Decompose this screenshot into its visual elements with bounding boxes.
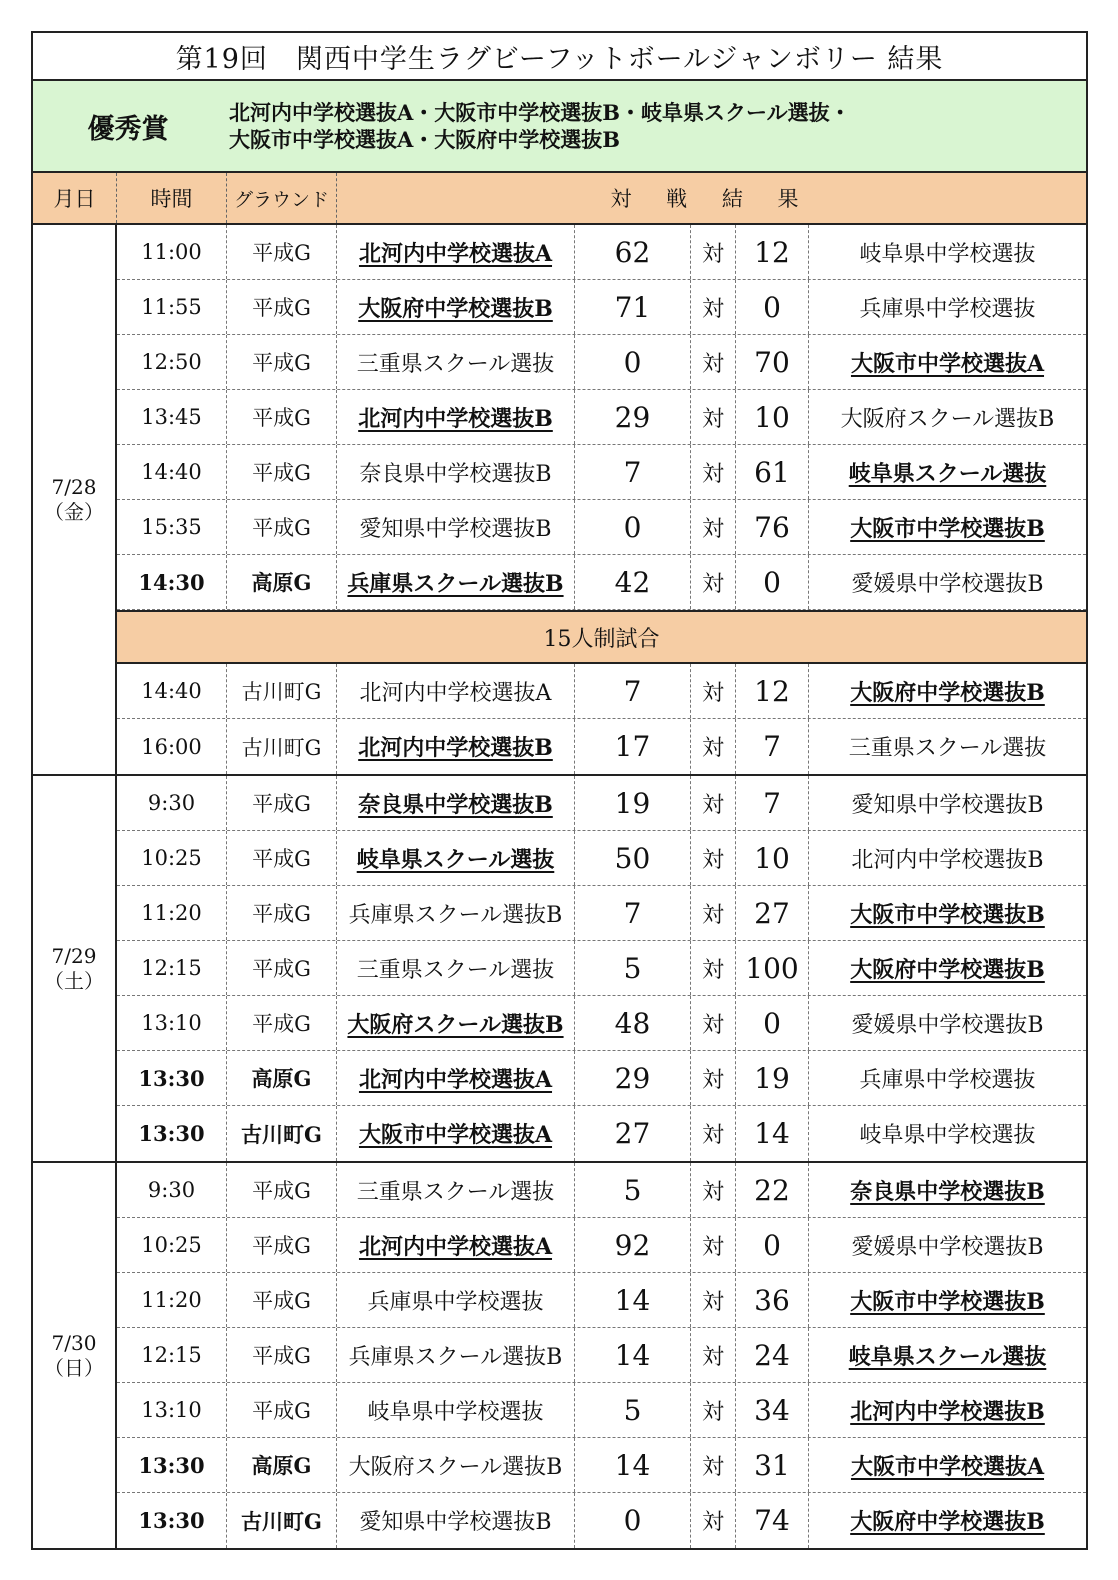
match-row [117, 335, 1086, 390]
match-time: 12:15 [117, 1328, 227, 1382]
match-time: 13:30 [117, 1051, 227, 1105]
away-score: 31 [736, 1438, 809, 1492]
match-ground: 平成G [227, 1163, 337, 1217]
match-row [117, 445, 1086, 500]
match-time: 13:10 [117, 1383, 227, 1437]
match-ground: 平成G [227, 1273, 337, 1327]
match-ground: 古川町G [227, 1493, 337, 1548]
day-weekday: （日） [44, 1355, 104, 1380]
match-time: 13:45 [117, 390, 227, 444]
home-team-cell [337, 555, 575, 609]
home-score: 29 [575, 1051, 691, 1105]
vs-label: 対 [691, 225, 736, 279]
away-score: 61 [736, 445, 809, 499]
day-date: 7/28 [51, 474, 97, 499]
home-team-cell [337, 225, 575, 279]
away-score: 10 [736, 390, 809, 444]
away-team-name: 岐阜県中学校選抜 [859, 241, 1036, 267]
away-team-name: 奈良県中学校選抜B [850, 1178, 1045, 1205]
away-team-cell [809, 500, 1086, 554]
match-ground: 平成G [227, 831, 337, 885]
away-score: 7 [736, 719, 809, 774]
away-team-name: 大阪府スクール選抜B [840, 406, 1055, 432]
match-row [117, 1218, 1086, 1273]
match-ground: 平成G [227, 1218, 337, 1272]
match-time: 13:10 [117, 996, 227, 1050]
home-score: 92 [575, 1218, 691, 1272]
match-ground: 平成G [227, 1328, 337, 1382]
match-time: 11:55 [117, 280, 227, 334]
away-team-cell [809, 1106, 1086, 1161]
match-ground: 古川町G [227, 1106, 337, 1161]
vs-label: 対 [691, 941, 736, 995]
home-team-cell [337, 1106, 575, 1161]
match-time: 11:20 [117, 1273, 227, 1327]
home-team-name: 北河内中学校選抜B [358, 405, 553, 432]
away-score: 24 [736, 1328, 809, 1382]
home-team-name: 兵庫県スクール選抜B [348, 902, 563, 928]
away-team-name: 岐阜県中学校選抜 [859, 1123, 1036, 1148]
home-team-name: 北河内中学校選抜A [359, 680, 552, 706]
day-matches [117, 225, 1086, 774]
day-block [33, 776, 1086, 1163]
away-team-cell [809, 996, 1086, 1050]
vs-label: 対 [691, 1438, 736, 1492]
home-score: 0 [575, 500, 691, 554]
away-team-cell [809, 719, 1086, 774]
away-team-name: 愛知県中学校選抜B [851, 792, 1044, 818]
home-team-cell [337, 719, 575, 774]
match-ground: 古川町G [227, 719, 337, 774]
home-team-cell [337, 1438, 575, 1492]
match-time: 13:30 [117, 1493, 227, 1548]
match-ground: 平成G [227, 941, 337, 995]
home-score: 62 [575, 225, 691, 279]
match-time: 15:35 [117, 500, 227, 554]
match-row [117, 225, 1086, 280]
home-score: 17 [575, 719, 691, 774]
away-score: 100 [736, 941, 809, 995]
match-time: 9:30 [117, 1163, 227, 1217]
home-team-cell [337, 996, 575, 1050]
away-team-cell [809, 664, 1086, 718]
home-team-cell [337, 1273, 575, 1327]
away-team-name: 北河内中学校選抜B [850, 1398, 1045, 1425]
results-body [33, 225, 1086, 1548]
day-date: 7/29 [51, 943, 97, 968]
match-ground: 平成G [227, 280, 337, 334]
match-row [117, 719, 1086, 774]
header-ground: グラウンド [227, 173, 337, 223]
home-team-cell [337, 831, 575, 885]
away-team-name: 兵庫県中学校選抜 [859, 1067, 1036, 1093]
home-team-name: 奈良県中学校選抜B [358, 791, 553, 818]
day-date-cell [33, 225, 117, 774]
away-score: 19 [736, 1051, 809, 1105]
results-sheet [31, 31, 1088, 1550]
vs-label: 対 [691, 1218, 736, 1272]
match-ground: 高原G [227, 1438, 337, 1492]
away-score: 34 [736, 1383, 809, 1437]
day-weekday: （土） [44, 968, 104, 993]
home-team-name: 大阪府スクール選抜B [347, 1011, 564, 1038]
match-ground: 平成G [227, 500, 337, 554]
match-ground: 平成G [227, 390, 337, 444]
match-time: 12:50 [117, 335, 227, 389]
match-row [117, 941, 1086, 996]
away-team-name: 大阪市中学校選抜B [850, 1288, 1045, 1315]
match-row [117, 1051, 1086, 1106]
home-score: 29 [575, 390, 691, 444]
away-team-name: 大阪府中学校選抜B [850, 1509, 1045, 1535]
home-team-cell [337, 1328, 575, 1382]
table-header [33, 173, 1086, 225]
award-row [33, 81, 1086, 173]
home-team-cell [337, 1218, 575, 1272]
vs-label: 対 [691, 664, 736, 718]
home-team-name: 三重県スクール選抜 [356, 1179, 555, 1205]
vs-label: 対 [691, 335, 736, 389]
match-row [117, 1106, 1086, 1161]
away-score: 10 [736, 831, 809, 885]
vs-label: 対 [691, 1273, 736, 1327]
header-date: 月日 [33, 173, 117, 223]
home-score: 7 [575, 886, 691, 940]
home-team-name: 愛知県中学校選抜B [359, 516, 552, 542]
match-ground: 平成G [227, 886, 337, 940]
home-team-name: 三重県スクール選抜 [356, 957, 555, 983]
match-time: 11:20 [117, 886, 227, 940]
match-row [117, 1328, 1086, 1383]
away-team-cell [809, 445, 1086, 499]
vs-label: 対 [691, 1163, 736, 1217]
away-score: 0 [736, 1218, 809, 1272]
match-time: 11:00 [117, 225, 227, 279]
match-row [117, 1493, 1086, 1548]
match-time: 9:30 [117, 776, 227, 830]
match-time: 10:25 [117, 831, 227, 885]
home-score: 27 [575, 1106, 691, 1161]
header-time: 時間 [117, 173, 227, 223]
home-score: 5 [575, 1163, 691, 1217]
home-team-name: 北河内中学校選抜B [358, 735, 553, 761]
home-score: 14 [575, 1328, 691, 1382]
away-team-cell [809, 941, 1086, 995]
home-team-cell [337, 664, 575, 718]
match-time: 16:00 [117, 719, 227, 774]
away-team-name: 北河内中学校選抜B [851, 847, 1044, 873]
home-score: 7 [575, 445, 691, 499]
away-team-name: 岐阜県スクール選抜 [848, 1343, 1047, 1370]
vs-label: 対 [691, 1493, 736, 1548]
home-team-name: 兵庫県中学校選抜 [367, 1289, 544, 1315]
away-score: 0 [736, 996, 809, 1050]
home-team-cell [337, 886, 575, 940]
away-team-cell [809, 225, 1086, 279]
away-team-name: 大阪府中学校選抜B [850, 679, 1045, 706]
away-team-cell [809, 390, 1086, 444]
match-ground: 平成G [227, 335, 337, 389]
match-row [117, 1273, 1086, 1328]
home-score: 71 [575, 280, 691, 334]
day-weekday: （金） [44, 499, 104, 524]
home-team-cell [337, 500, 575, 554]
home-team-cell [337, 280, 575, 334]
vs-label: 対 [691, 831, 736, 885]
home-team-name: 愛知県中学校選抜B [359, 1510, 552, 1535]
match-row [117, 886, 1086, 941]
away-team-name: 大阪市中学校選抜B [850, 901, 1045, 928]
vs-label: 対 [691, 445, 736, 499]
away-team-cell [809, 555, 1086, 609]
away-team-cell [809, 1383, 1086, 1437]
match-time: 12:15 [117, 941, 227, 995]
match-row [117, 664, 1086, 719]
vs-label: 対 [691, 719, 736, 774]
home-team-cell [337, 335, 575, 389]
day-date-cell [33, 776, 117, 1161]
match-ground: 平成G [227, 225, 337, 279]
away-score: 36 [736, 1273, 809, 1327]
vs-label: 対 [691, 1328, 736, 1382]
match-row [117, 555, 1086, 610]
home-team-name: 北河内中学校選抜A [358, 240, 553, 267]
fifteen-a-side-header: 15人制試合 [117, 610, 1086, 664]
home-score: 42 [575, 555, 691, 609]
match-row [117, 500, 1086, 555]
document-title: 第19回 関西中学生ラグビーフットボールジャンボリー 結果 [33, 33, 1086, 81]
day-date: 7/30 [51, 1330, 97, 1355]
home-team-name: 岐阜県中学校選抜 [367, 1399, 544, 1425]
home-team-cell [337, 1163, 575, 1217]
vs-label: 対 [691, 555, 736, 609]
away-team-cell [809, 335, 1086, 389]
home-team-cell [337, 1383, 575, 1437]
home-score: 7 [575, 664, 691, 718]
home-team-name: 兵庫県スクール選抜B [347, 570, 564, 597]
match-time: 10:25 [117, 1218, 227, 1272]
vs-label: 対 [691, 776, 736, 830]
away-score: 0 [736, 555, 809, 609]
home-team-name: 北河内中学校選抜A [358, 1066, 553, 1093]
vs-label: 対 [691, 500, 736, 554]
vs-label: 対 [691, 1106, 736, 1161]
away-team-cell [809, 886, 1086, 940]
match-row [117, 1163, 1086, 1218]
away-score: 14 [736, 1106, 809, 1161]
day-block [33, 225, 1086, 776]
away-score: 7 [736, 776, 809, 830]
vs-label: 対 [691, 390, 736, 444]
vs-label: 対 [691, 1051, 736, 1105]
away-score: 76 [736, 500, 809, 554]
away-score: 22 [736, 1163, 809, 1217]
home-score: 48 [575, 996, 691, 1050]
away-team-cell [809, 1163, 1086, 1217]
match-row [117, 996, 1086, 1051]
away-score: 74 [736, 1493, 809, 1548]
home-score: 50 [575, 831, 691, 885]
away-score: 12 [736, 664, 809, 718]
vs-label: 対 [691, 1383, 736, 1437]
home-team-name: 奈良県中学校選抜B [359, 461, 552, 487]
award-label: 優秀賞 [87, 113, 169, 145]
away-team-cell [809, 280, 1086, 334]
home-score: 19 [575, 776, 691, 830]
match-time: 14:40 [117, 664, 227, 718]
match-time: 14:30 [117, 555, 227, 609]
away-team-cell [809, 1493, 1086, 1548]
away-team-cell [809, 1438, 1086, 1492]
home-score: 5 [575, 941, 691, 995]
match-time: 13:30 [117, 1106, 227, 1161]
away-score: 27 [736, 886, 809, 940]
vs-label: 対 [691, 996, 736, 1050]
home-team-name: 大阪府中学校選抜B [358, 295, 553, 322]
match-ground: 古川町G [227, 664, 337, 718]
home-team-name: 大阪市中学校選抜A [358, 1122, 553, 1148]
away-team-cell [809, 1328, 1086, 1382]
day-matches [117, 1163, 1086, 1548]
away-team-cell [809, 776, 1086, 830]
match-time: 13:30 [117, 1438, 227, 1492]
home-team-name: 北河内中学校選抜A [358, 1233, 553, 1260]
away-team-name: 愛媛県中学校選抜B [851, 1234, 1044, 1260]
away-team-name: 大阪市中学校選抜A [850, 1453, 1045, 1480]
match-ground: 高原G [227, 555, 337, 609]
home-team-name: 大阪府スクール選抜B [348, 1454, 563, 1480]
home-score: 14 [575, 1273, 691, 1327]
home-team-cell [337, 1493, 575, 1548]
match-row [117, 776, 1086, 831]
home-team-cell [337, 776, 575, 830]
away-team-name: 兵庫県中学校選抜 [859, 296, 1036, 322]
match-ground: 平成G [227, 1383, 337, 1437]
home-score: 5 [575, 1383, 691, 1437]
match-ground: 平成G [227, 445, 337, 499]
home-team-name: 三重県スクール選抜 [356, 351, 555, 377]
home-team-name: 兵庫県スクール選抜B [348, 1344, 563, 1370]
away-team-cell [809, 831, 1086, 885]
away-team-name: 大阪市中学校選抜B [850, 515, 1045, 542]
vs-label: 対 [691, 886, 736, 940]
match-row [117, 1383, 1086, 1438]
day-matches [117, 776, 1086, 1161]
vs-label: 対 [691, 280, 736, 334]
match-ground: 高原G [227, 1051, 337, 1105]
match-ground: 平成G [227, 996, 337, 1050]
home-score: 14 [575, 1438, 691, 1492]
day-date-cell [33, 1163, 117, 1548]
match-row [117, 831, 1086, 886]
match-row [117, 280, 1086, 335]
away-score: 0 [736, 280, 809, 334]
home-team-cell [337, 390, 575, 444]
day-block [33, 1163, 1086, 1548]
award-teams [223, 81, 1086, 171]
match-row [117, 390, 1086, 445]
away-team-name: 岐阜県スクール選抜 [848, 460, 1047, 487]
award-teams-line-1: 北河内中学校選抜A・大阪市中学校選抜B・岐阜県スクール選抜・ [229, 100, 851, 125]
away-team-name: 三重県スクール選抜 [848, 736, 1047, 761]
match-time: 14:40 [117, 445, 227, 499]
away-team-name: 大阪市中学校選抜A [850, 350, 1045, 377]
away-score: 12 [736, 225, 809, 279]
match-ground: 平成G [227, 776, 337, 830]
home-score: 0 [575, 335, 691, 389]
award-teams-line-2: 大阪市中学校選抜A・大阪府中学校選抜B [229, 127, 621, 152]
away-team-cell [809, 1273, 1086, 1327]
away-team-name: 愛媛県中学校選抜B [851, 1012, 1044, 1038]
home-team-cell [337, 941, 575, 995]
header-result: 対 戦 結 果 [610, 187, 813, 211]
away-score: 70 [736, 335, 809, 389]
away-team-cell [809, 1051, 1086, 1105]
away-team-name: 大阪府中学校選抜B [850, 956, 1045, 983]
home-score: 0 [575, 1493, 691, 1548]
away-team-cell [809, 1218, 1086, 1272]
match-row [117, 1438, 1086, 1493]
away-team-name: 愛媛県中学校選抜B [851, 571, 1044, 597]
home-team-cell [337, 445, 575, 499]
home-team-cell [337, 1051, 575, 1105]
home-team-name: 岐阜県スクール選抜 [356, 846, 555, 873]
